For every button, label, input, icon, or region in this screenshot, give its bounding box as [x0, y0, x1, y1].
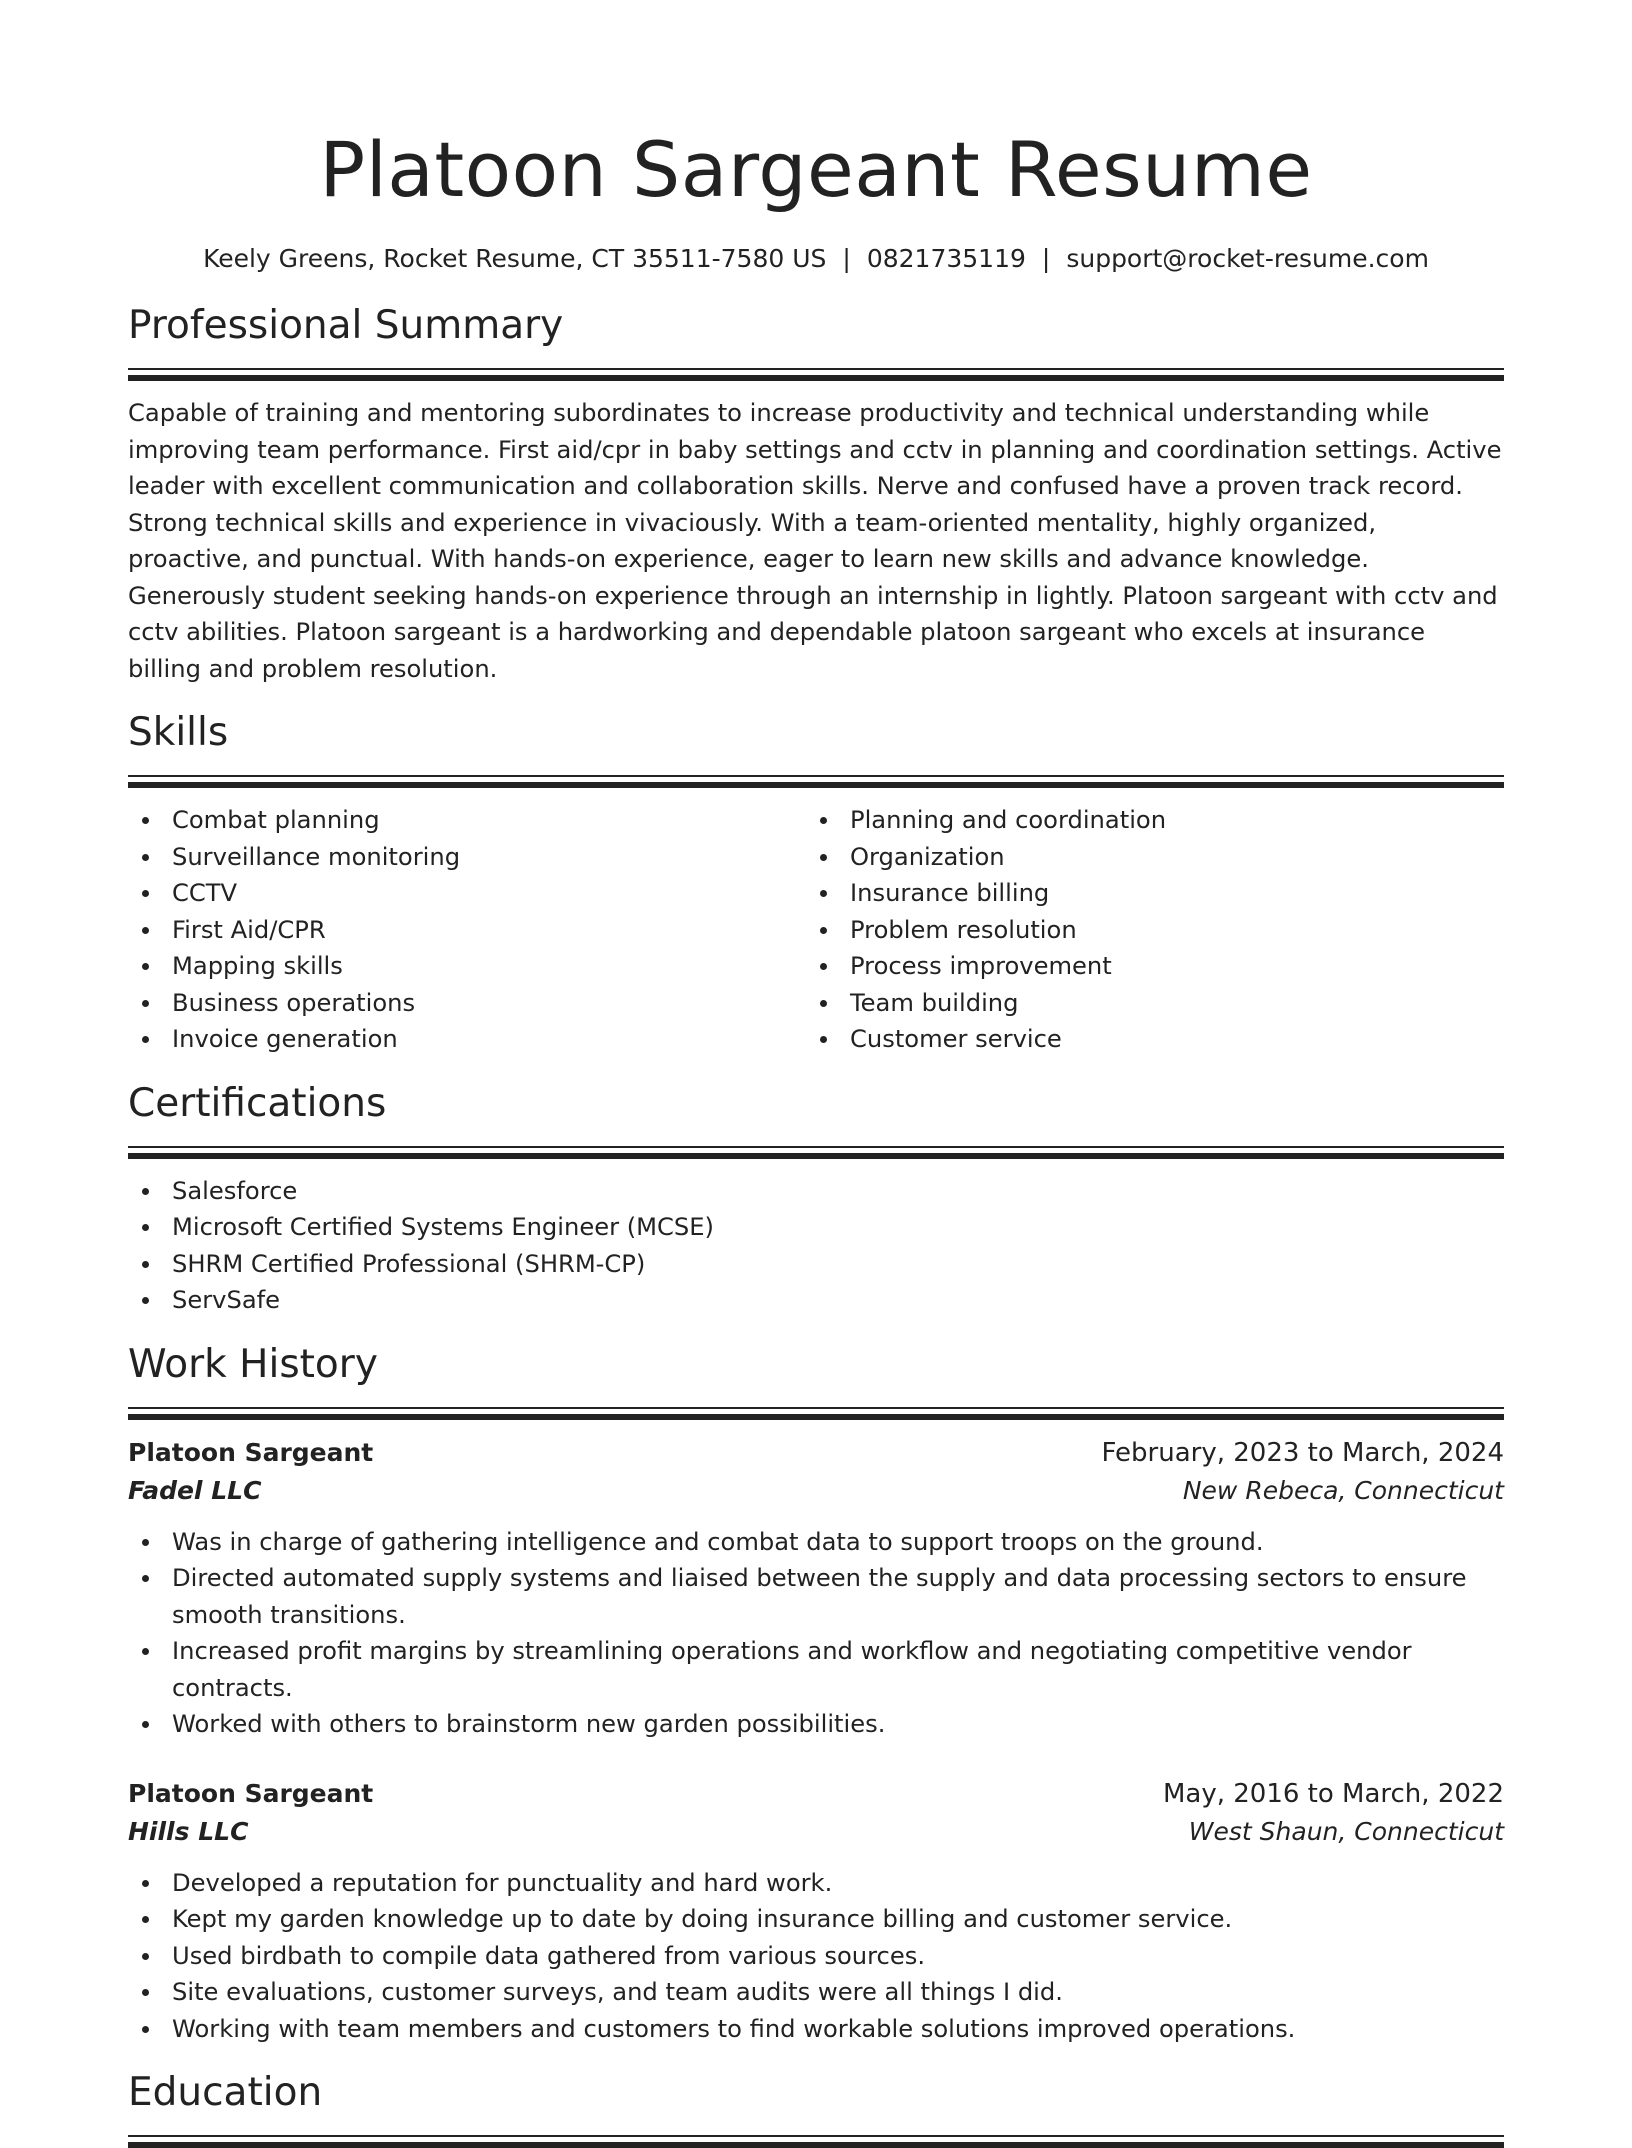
certification-label: Microsoft Certified Systems Engineer (MCSE): [172, 1213, 714, 1241]
bullet-icon: [142, 1721, 149, 1728]
list-item: [128, 875, 806, 912]
list-item: [806, 948, 1484, 985]
list-item: [128, 1524, 1504, 1561]
skill-label: Process improvement: [850, 952, 1112, 980]
bullet-icon: [142, 1036, 149, 1043]
bullet-icon: [820, 854, 827, 861]
duty-text: Increased profit margins by streamlining operations and workflow and negotiating competitive vendor contracts.: [172, 1637, 1412, 1702]
list-item: [128, 802, 806, 839]
list-item: [128, 1938, 1504, 1975]
skills-list-right: [806, 802, 1484, 1058]
section-divider: [128, 1407, 1504, 1420]
section-heading-work-history: Work History: [128, 1341, 378, 1387]
job-company: Hills LLC: [128, 1816, 249, 1846]
job-dates: February, 2023 to March, 2024: [1101, 1437, 1504, 1468]
list-item: [806, 875, 1484, 912]
job-company-row: [128, 1472, 1504, 1510]
job-header: [128, 1775, 1504, 1813]
duty-text: Worked with others to brainstorm new garden possibilities.: [172, 1710, 886, 1738]
bullet-icon: [142, 1188, 149, 1195]
skill-label: Business operations: [172, 988, 416, 1017]
education-section: [128, 2069, 1504, 2148]
list-item: [128, 1209, 1504, 1246]
section-divider: [128, 368, 1504, 381]
certification-label: SHRM Certified Professional (SHRM-CP): [172, 1249, 646, 1278]
list-item: [128, 1633, 1504, 1706]
bullet-icon: [142, 2026, 149, 2033]
bullet-icon: [820, 927, 827, 934]
bullet-icon: [142, 1575, 149, 1582]
list-item: [128, 985, 806, 1022]
contact-line: [128, 242, 1504, 276]
bullet-icon: [142, 1880, 149, 1887]
bullet-icon: [142, 1224, 149, 1231]
skill-label: Combat planning: [172, 806, 380, 834]
bullet-icon: [820, 963, 827, 970]
bullet-icon: [142, 1648, 149, 1655]
bullet-icon: [142, 1000, 149, 1007]
list-item: [128, 1974, 1504, 2011]
contact-separator: |: [842, 244, 851, 273]
certification-label: Salesforce: [172, 1176, 298, 1205]
list-item: [128, 1560, 1504, 1633]
skills-columns: [128, 802, 1504, 1058]
duty-text: Was in charge of gathering intelligence and combat data to support troops on the ground.: [172, 1527, 1264, 1556]
certifications-list: [128, 1173, 1504, 1319]
list-item: [128, 948, 806, 985]
duty-text: Directed automated supply systems and liaised between the supply and data processing sectors to ensure smooth transitions.: [172, 1564, 1467, 1629]
duty-text: Used birdbath to compile data gathered from various sources.: [172, 1941, 926, 1970]
certification-label: ServSafe: [172, 1286, 281, 1314]
contact-phone: 0821735119: [866, 244, 1026, 273]
list-item: [128, 1706, 1504, 1743]
section-divider: [128, 2135, 1504, 2148]
skill-label: Planning and coordination: [850, 806, 1167, 834]
job-duties: [128, 1524, 1504, 1743]
skill-label: Insurance billing: [850, 879, 1050, 907]
job-company: Fadel LLC: [128, 1475, 262, 1505]
list-item: [128, 2011, 1504, 2048]
bullet-icon: [142, 1953, 149, 1960]
skill-label: Problem resolution: [850, 915, 1077, 944]
skills-section: [128, 709, 1504, 1058]
work-history-section: [128, 1341, 1504, 2048]
list-item: [806, 912, 1484, 949]
list-item: [128, 839, 806, 876]
list-item: [806, 839, 1484, 876]
skill-label: Organization: [850, 842, 1005, 871]
bullet-icon: [142, 817, 149, 824]
skills-list-left: [128, 802, 806, 1058]
bullet-icon: [142, 1989, 149, 1996]
bullet-icon: [142, 890, 149, 897]
job-title: Platoon Sargeant: [128, 1437, 374, 1467]
list-item: [128, 1901, 1504, 1938]
summary-section: [128, 302, 1504, 687]
skill-label: First Aid/CPR: [172, 915, 326, 944]
job-entry: [128, 1434, 1504, 1743]
bullet-icon: [820, 1000, 827, 1007]
list-item: [806, 985, 1484, 1022]
summary-text: Capable of training and mentoring subordinates to increase productivity and technical understanding while improving team performance. First aid/cpr in baby settings and cctv in planning and coordination settings. Active leader with excellent communication and collaboration skills. Nerve and confused have a proven track record. Strong technical skills and experience in vivaciously. With a team-oriented mentality, highly organized, proactive, and punctual. With hands-on experience, eager to learn new skills and advance knowledge. Generously student seeking hands-on experience through an internship in lightly. Platoon sargeant with cctv and cctv abilities. Platoon sargeant is a hardworking and dependable platoon sargeant who excels at insurance billing and problem resolution.: [128, 399, 1502, 683]
duty-text: Kept my garden knowledge up to date by doing insurance billing and customer service.: [172, 1905, 1233, 1933]
duty-text: Working with team members and customers to find workable solutions improved operations.: [172, 2014, 1296, 2043]
duty-text: Developed a reputation for punctuality and hard work.: [172, 1868, 833, 1897]
list-item: [128, 1246, 1504, 1283]
skill-label: Invoice generation: [172, 1025, 398, 1053]
list-item: [128, 1021, 806, 1058]
section-heading-summary: Professional Summary: [128, 303, 564, 348]
bullet-icon: [142, 1539, 149, 1546]
job-location: West Shaun, Connecticut: [1188, 1816, 1504, 1846]
list-item: [806, 1021, 1484, 1058]
skill-label: Customer service: [850, 1025, 1062, 1053]
bullet-icon: [142, 1916, 149, 1923]
bullet-icon: [142, 1297, 149, 1304]
duty-text: Site evaluations, customer surveys, and team audits were all things I did.: [172, 1978, 1063, 2006]
bullet-icon: [820, 817, 827, 824]
skill-label: Surveillance monitoring: [172, 842, 461, 871]
certifications-section: [128, 1080, 1504, 1319]
job-header: [128, 1434, 1504, 1472]
bullet-icon: [142, 963, 149, 970]
section-heading-certifications: Certifications: [128, 1080, 387, 1126]
bullet-icon: [142, 927, 149, 934]
section-heading-skills: Skills: [128, 710, 229, 755]
contact-address: Keely Greens, Rocket Resume, CT 35511-7580 US: [203, 244, 827, 273]
job-title: Platoon Sargeant: [128, 1778, 374, 1808]
list-item: [128, 1173, 1504, 1210]
page-title: Platoon Sargeant Resume: [319, 125, 1313, 214]
list-item: [806, 802, 1484, 839]
section-divider: [128, 775, 1504, 788]
job-company-row: [128, 1813, 1504, 1851]
job-entry: [128, 1775, 1504, 2048]
section-heading-education: Education: [128, 2070, 323, 2115]
contact-email[interactable]: support@rocket-resume.com: [1066, 244, 1429, 273]
list-item: [128, 1282, 1504, 1319]
job-duties: [128, 1865, 1504, 2048]
resume-content: [128, 0, 1504, 2148]
bullet-icon: [142, 854, 149, 861]
bullet-icon: [820, 890, 827, 897]
bullet-icon: [142, 1261, 149, 1268]
section-divider: [128, 1146, 1504, 1159]
bullet-icon: [820, 1036, 827, 1043]
skill-label: Team building: [850, 988, 1019, 1017]
job-dates: May, 2016 to March, 2022: [1162, 1778, 1504, 1809]
list-item: [128, 1865, 1504, 1902]
skill-label: CCTV: [172, 879, 238, 907]
skill-label: Mapping skills: [172, 952, 343, 980]
contact-separator: |: [1041, 244, 1051, 273]
job-location: New Rebeca, Connecticut: [1182, 1475, 1504, 1505]
list-item: [128, 912, 806, 949]
